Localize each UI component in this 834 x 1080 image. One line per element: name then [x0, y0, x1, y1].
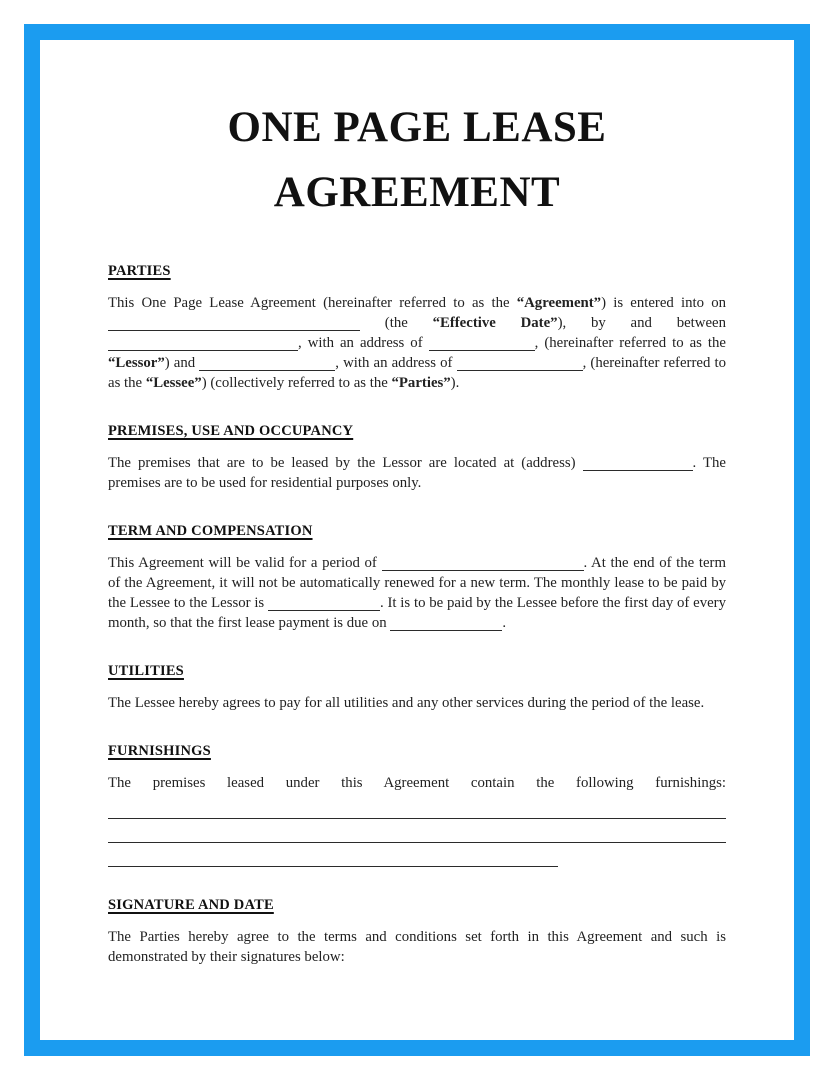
text-run: , with an address of: [298, 335, 429, 351]
section-premises: [108, 421, 726, 493]
section-parties: [108, 261, 726, 393]
blank-field: [457, 355, 583, 371]
text-run: The Lessee hereby agrees to pay for all utilities and any other services during the period of the lease.: [108, 695, 705, 711]
defined-term: “Lessee”: [145, 375, 202, 391]
blank-field: [108, 335, 298, 351]
document-body: [108, 261, 726, 967]
paragraph: [108, 553, 726, 633]
text-run: The Parties hereby agree to the terms and conditions set forth in this Agreement and such is demonstrated by their signatures below:: [108, 929, 726, 965]
text-run: ) and: [164, 355, 200, 371]
text-run: . At the end of the term of the Agreement, it will not be automatically renewed for a new term. The monthly lease to be paid by the Lessee to the Lessor is: [108, 555, 726, 611]
paragraph: [108, 453, 726, 493]
text-run: , (hereinafter referred to as the: [108, 355, 726, 391]
text-run: .: [502, 615, 507, 631]
lease-document-page: [40, 40, 794, 1040]
blank-line: [108, 843, 558, 867]
section-signature: [108, 895, 726, 967]
text-run: . It is to be paid by the Lessee before the first day of every month, so that the first lease payment is due on: [108, 595, 726, 631]
text-run: ) (collectively referred to as the: [201, 375, 392, 391]
defined-term: “Parties”: [391, 375, 451, 391]
paragraph: [108, 773, 726, 793]
section-furnishings: [108, 741, 726, 867]
paragraph: [108, 293, 726, 393]
text-run: , (hereinafter referred to as the: [534, 335, 726, 351]
blank-field: [199, 355, 335, 371]
section-heading-premises: PREMISES, USE AND OCCUPANCY: [108, 423, 354, 439]
document-title: ONE PAGE LEASE AGREEMENT: [227, 104, 607, 216]
text-run: The premises leased under this Agreement contain the following furnishings:: [108, 775, 726, 791]
blank-field: [108, 315, 360, 331]
paragraph: [108, 693, 726, 713]
text-run: ) is entered into on: [601, 295, 726, 311]
section-heading-utilities: UTILITIES: [108, 663, 184, 679]
text-run: (the: [360, 315, 433, 331]
section-utilities: [108, 661, 726, 713]
text-run: ), by and between: [557, 315, 726, 331]
section-heading-parties: PARTIES: [108, 263, 171, 279]
paragraph: [108, 927, 726, 967]
defined-term: “Agreement”: [516, 295, 602, 311]
section-heading-signature: SIGNATURE AND DATE: [108, 897, 274, 913]
blank-field: [382, 555, 584, 571]
text-run: , with an address of: [335, 355, 457, 371]
blank-field: [429, 335, 535, 351]
blank-field: [583, 455, 693, 471]
section-heading-term: TERM AND COMPENSATION: [108, 523, 313, 539]
defined-term: “Lessor”: [108, 355, 165, 371]
section-heading-furnishings: FURNISHINGS: [108, 743, 211, 759]
blank-field: [390, 615, 502, 631]
text-run: ).: [450, 375, 460, 391]
blank-field: [268, 595, 380, 611]
text-run: The premises that are to be leased by the Lessor are located at (address): [108, 455, 583, 471]
page-border-frame: [24, 24, 810, 1056]
defined-term: “Effective Date”: [432, 315, 558, 331]
section-term: [108, 521, 726, 633]
text-run: . The premises are to be used for residential purposes only.: [108, 455, 726, 491]
blank-line: [108, 819, 726, 843]
blank-line: [108, 795, 726, 819]
text-run: This Agreement will be valid for a period of: [108, 555, 382, 571]
text-run: This One Page Lease Agreement (hereinafter referred to as the: [108, 295, 517, 311]
